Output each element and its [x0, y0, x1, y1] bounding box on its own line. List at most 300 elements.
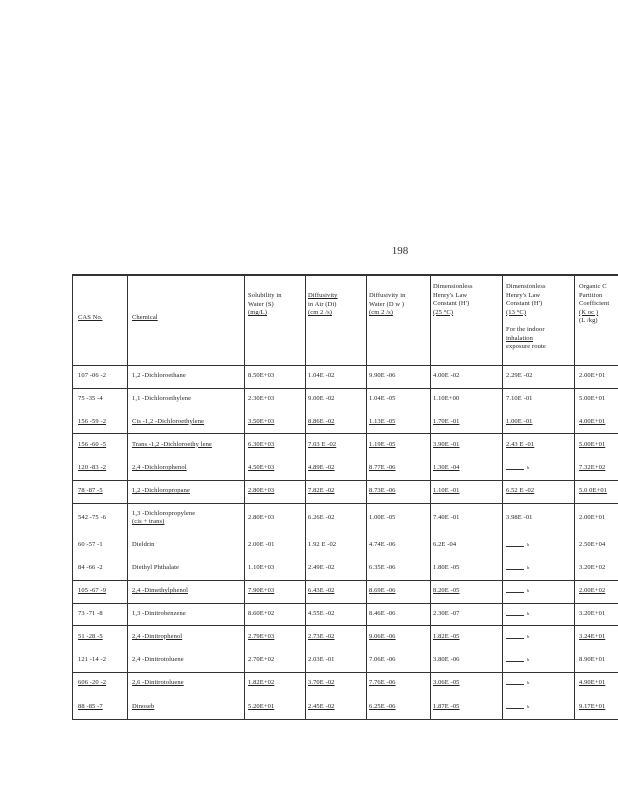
table-cell-h13: [506, 564, 529, 576]
cell-value: 8.69E -06: [369, 587, 396, 595]
cell-value: 3.80E -06: [433, 656, 460, 664]
table-row-rule: [72, 719, 618, 720]
header-koc-line: (L /kg): [579, 317, 598, 325]
dash-mark: [506, 708, 524, 709]
cell-value: 2.79E+03: [248, 632, 275, 640]
table-cell-h13: [506, 514, 533, 523]
table-row-rule: [72, 672, 618, 673]
cell-value: 1.04E -05: [369, 395, 396, 403]
table-column-rule: [574, 274, 575, 720]
table-cell-s: [248, 464, 274, 473]
footnote-mark: b: [527, 588, 530, 594]
dash-mark: [506, 546, 524, 547]
table-cell-dw: [369, 441, 396, 450]
header-henry-25c: [433, 283, 497, 317]
table-column-rule: [502, 274, 503, 720]
table-cell-cas: [78, 464, 106, 473]
cell-value: 4.90E+01: [579, 679, 606, 687]
header-chemical: Chemical: [132, 314, 158, 321]
table-cell-chem: [132, 372, 186, 381]
table-cell-chem: [132, 510, 195, 527]
table-cell-chem: [132, 487, 190, 496]
cell-value: 5.20E+01: [248, 702, 275, 710]
table-cell-dw: [369, 679, 396, 688]
chemical-name-line: Trans -1,2 -Dichloroethy lene: [132, 440, 212, 448]
table-header-rule: [72, 365, 618, 366]
table-cell-cas: [78, 487, 103, 496]
chemical-name-line: 2,4 -Dinitrophenol: [132, 632, 183, 640]
table-cell-dw: [369, 464, 396, 473]
table-cell-da: [308, 633, 335, 642]
chemical-name-line: Dinoseb: [132, 702, 155, 710]
header-koc-line: Coefficient: [579, 300, 610, 308]
table-cell-h13: [506, 441, 534, 450]
header-diffusivity-air-line: in Air (Di): [308, 300, 337, 308]
cell-value: 2.00E -01: [248, 541, 275, 549]
table-cell-da: [308, 587, 335, 596]
footnote-mark: b: [527, 465, 530, 471]
footnote-mark: b: [527, 542, 530, 548]
table-cell-s: [248, 514, 274, 523]
cell-value: 60 -57 -1: [78, 541, 103, 549]
cell-value: 3.98E -01: [506, 514, 533, 522]
table-cell-h25: [433, 372, 460, 381]
table-cell-h25: [433, 633, 460, 642]
table-cell-da: [308, 372, 335, 381]
cell-value: 1.19E -05: [369, 440, 396, 448]
table-cell-koc: [579, 541, 605, 550]
table-cell-h25: [433, 656, 460, 665]
cell-value: 2.00E+01: [579, 514, 606, 522]
table-cell-dw: [369, 418, 396, 427]
cell-value: 2.43 E -01: [506, 440, 535, 448]
cell-value: 542 -75 -6: [78, 514, 107, 522]
footnote-mark: b: [527, 610, 530, 616]
cell-value: 2.80E+03: [248, 487, 275, 495]
table-cell-da: [308, 487, 335, 496]
header-henry-13c-line: (13 °C): [506, 308, 527, 316]
header-diffusivity-air-line: Diffusivity: [308, 292, 338, 299]
table-cell-h25: [433, 418, 460, 427]
table-cell-dw: [369, 587, 396, 596]
cell-value: 4.00E -02: [433, 371, 460, 379]
cell-value: 8.73E -06: [369, 487, 396, 495]
table-cell-h13: [506, 395, 533, 404]
cell-value: 8.90E+01: [579, 656, 606, 664]
cell-value: 3.50E+03: [248, 417, 275, 425]
table-cell-da: [308, 564, 335, 573]
cell-value: 8.46E -06: [369, 609, 396, 617]
table-row-rule: [72, 625, 618, 626]
cell-value: 2.73E -02: [308, 632, 335, 640]
table-cell-dw: [369, 395, 396, 404]
table-cell-da: [308, 464, 335, 473]
header-henry-25c-line: (25 °C): [433, 308, 454, 316]
table-cell-h13: [506, 633, 529, 645]
dash-mark: [506, 592, 524, 593]
table-cell-cas: [78, 418, 106, 427]
cell-value: 121 -14 -2: [78, 656, 107, 664]
chemical-properties-table: [72, 274, 618, 720]
header-henry-25c-line: Dimensionless: [433, 283, 473, 290]
cell-value: 1.10E+03: [248, 564, 275, 572]
table-cell-chem: [132, 703, 154, 712]
cell-value: 5.00E+01: [579, 440, 606, 448]
cell-value: 2.49E -02: [308, 564, 335, 572]
table-cell-s: [248, 610, 274, 619]
table-cell-s: [248, 395, 274, 404]
cell-value: 88 -85 -7: [78, 702, 103, 710]
table-cell-h13: [506, 464, 529, 476]
cell-value: 7.40E -01: [433, 514, 460, 522]
header-koc-line: (K oc ): [579, 308, 599, 316]
header-henry-25c-line: Henry's Law: [433, 291, 468, 299]
table-cell-s: [248, 633, 274, 642]
cell-value: 9.06E -06: [369, 632, 396, 640]
cell-value: 4.50E+03: [248, 464, 275, 472]
cell-value: 6.52 E -02: [506, 487, 535, 495]
table-cell-h13: [506, 587, 529, 599]
table-column-rule: [305, 274, 306, 720]
table-cell-h25: [433, 464, 460, 473]
footnote-mark: b: [527, 703, 530, 709]
table-cell-h13: [506, 372, 533, 381]
table-column-rule: [72, 274, 73, 720]
cell-value: 1.10E -01: [433, 487, 460, 495]
cell-value: 107 -06 -2: [78, 371, 107, 379]
chemical-name-line: Diethyl Phthalate: [132, 564, 180, 572]
chemical-name-line: (cis + trans): [132, 518, 165, 526]
header-diffusivity-water-line: (cm 2 /s): [369, 309, 394, 317]
cell-value: 4.55E -02: [308, 609, 335, 617]
chemical-name-line: 1,2 -Dichloropropane: [132, 487, 190, 495]
cell-value: 3.70E -02: [308, 679, 335, 687]
chemical-name-line: 1,1 -Dichloroethylene: [132, 395, 192, 403]
cell-value: 75 -35 -4: [78, 395, 103, 403]
header-henry-13c: [506, 283, 566, 352]
table-cell-koc: [579, 610, 605, 619]
table-cell-h25: [433, 514, 460, 523]
table-cell-chem: [132, 633, 182, 642]
cell-value: 4.00E+01: [579, 417, 606, 425]
header-diffusivity-water-line: Diffusivity in: [369, 292, 406, 299]
table-cell-cas: [78, 541, 103, 550]
cell-value: 3.20E+01: [579, 609, 606, 617]
table-cell-s: [248, 679, 274, 688]
cell-value: 8.86E -02: [308, 417, 335, 425]
table-top-rule: [72, 274, 618, 276]
table-cell-h25: [433, 487, 460, 496]
table-cell-chem: [132, 656, 184, 665]
table-cell-koc: [579, 441, 605, 450]
chemical-name-line: 1,3 -Dichloropropylene: [132, 509, 196, 517]
cell-value: 2.00E+01: [579, 371, 606, 379]
table-cell-chem: [132, 587, 188, 596]
table-cell-koc: [579, 679, 605, 688]
table-cell-dw: [369, 487, 396, 496]
cell-value: 1.04E -02: [308, 371, 335, 379]
table-row-rule: [72, 388, 618, 389]
cell-value: 105 -67 -9: [78, 587, 107, 595]
cell-value: 3.20E+02: [579, 564, 606, 572]
table-cell-cas: [78, 633, 103, 642]
table-cell-s: [248, 703, 274, 712]
cell-value: 1.00E -05: [369, 514, 396, 522]
table-cell-dw: [369, 633, 396, 642]
footnote-mark: b: [527, 657, 530, 663]
cell-value: 2.30E+03: [248, 395, 275, 403]
header-diffusivity-water: [369, 292, 424, 318]
dash-mark: [506, 469, 524, 470]
table-cell-koc: [579, 395, 605, 404]
table-cell-koc: [579, 464, 605, 473]
header-diffusivity-air-line: (cm 2 /s): [308, 309, 333, 317]
table-cell-koc: [579, 372, 605, 381]
cell-value: 5.0 0E+01: [579, 487, 608, 495]
cell-value: 7.32E+02: [579, 464, 606, 472]
table-cell-h13: [506, 487, 534, 496]
table-cell-h25: [433, 395, 459, 404]
table-cell-koc: [579, 656, 605, 665]
table-cell-chem: [132, 464, 187, 473]
table-cell-cas: [78, 564, 103, 573]
table-cell-cas: [78, 441, 106, 450]
cell-value: 2.45E -02: [308, 702, 335, 710]
table-cell-cas: [78, 514, 106, 523]
table-row-rule: [72, 603, 618, 604]
cell-value: 7.90E+03: [248, 587, 275, 595]
table-cell-dw: [369, 656, 396, 665]
table-cell-h25: [433, 564, 460, 573]
table-row-rule: [72, 433, 618, 434]
cell-value: 1.87E -05: [433, 702, 460, 710]
table-cell-h13: [506, 610, 529, 622]
header-solubility-line: Solubility in: [248, 292, 282, 299]
cell-value: 2.29E -02: [506, 371, 533, 379]
table-cell-da: [308, 703, 335, 712]
header-diffusivity-air: [308, 292, 360, 318]
table-cell-dw: [369, 564, 396, 573]
cell-value: 4.74E -06: [369, 541, 396, 549]
table-row-rule: [72, 480, 618, 481]
cell-value: 8.77E -06: [369, 464, 396, 472]
cell-value: 84 -66 -2: [78, 564, 103, 572]
table-column-rule: [127, 274, 128, 720]
chemical-name-line: 2,4 -Dinitrotoluene: [132, 656, 184, 664]
table-cell-s: [248, 487, 274, 496]
cell-value: 73 -71 -8: [78, 609, 103, 617]
table-cell-chem: [132, 441, 212, 450]
header-cas: CAS No.: [78, 314, 103, 321]
header-koc: [579, 283, 618, 326]
chemical-name-line: 2,4 -Dimethylphenol: [132, 587, 189, 595]
table-cell-da: [308, 514, 335, 523]
table-cell-s: [248, 418, 274, 427]
footnote-mark: b: [527, 680, 530, 686]
chemical-name-line: 2,6 -Dinitrotoluene: [132, 679, 184, 687]
chemical-name-line: 1,2 -Dichloroethane: [132, 371, 186, 379]
dash-mark: [506, 615, 524, 616]
cell-value: 2.80E+03: [248, 514, 275, 522]
table-cell-h25: [433, 679, 460, 688]
cell-value: 8.20E -05: [433, 587, 460, 595]
table-cell-h13: [506, 541, 529, 553]
cell-value: 1.70E -01: [433, 417, 460, 425]
table-cell-cas: [78, 703, 103, 712]
dash-mark: [506, 684, 524, 685]
chemical-name-line: 2,4 -Dichlorophenol: [132, 464, 187, 472]
cell-value: 1.00E -01: [506, 417, 533, 425]
table-cell-s: [248, 541, 275, 550]
header-henry-13c-line: inhalation: [506, 334, 533, 342]
table-cell-koc: [579, 564, 605, 573]
table-column-rule: [430, 274, 431, 720]
cell-value: 3.90E -01: [433, 440, 460, 448]
table-cell-da: [308, 395, 335, 404]
cell-value: 7.10E -01: [506, 395, 533, 403]
cell-value: 2.03E -01: [308, 656, 335, 664]
cell-value: 120 -83 -2: [78, 464, 107, 472]
table-cell-h25: [433, 587, 460, 596]
table-cell-s: [248, 564, 274, 573]
table-cell-koc: [579, 487, 607, 496]
cell-value: 6.43E -02: [308, 587, 335, 595]
cell-value: 6.25E -06: [369, 702, 396, 710]
cell-value: 8.60E+02: [248, 609, 275, 617]
header-solubility: [248, 292, 298, 318]
table-cell-chem: [132, 564, 179, 573]
cell-value: 156 -59 -2: [78, 417, 107, 425]
cell-value: 51 -28 -5: [78, 632, 103, 640]
cell-value: 7.03 E -02: [308, 440, 337, 448]
table-row-rule: [72, 503, 618, 504]
table-cell-dw: [369, 514, 396, 523]
cell-value: 2.50E+04: [579, 541, 606, 549]
cell-value: 9.00E -02: [308, 395, 335, 403]
table-cell-cas: [78, 679, 106, 688]
table-row-rule: [72, 580, 618, 581]
table-cell-da: [308, 541, 336, 550]
table-cell-da: [308, 679, 335, 688]
table-cell-koc: [579, 418, 605, 427]
chemical-name-line: Cis -1,2 -Dichloroethylene: [132, 417, 205, 425]
table-cell-chem: [132, 679, 184, 688]
table-column-rule: [244, 274, 245, 720]
dash-mark: [506, 638, 524, 639]
cell-value: 8.50E+03: [248, 371, 275, 379]
cell-value: 9.17E+01: [579, 702, 606, 710]
header-koc-line: Organic C: [579, 283, 607, 290]
table-cell-koc: [579, 587, 605, 596]
table-cell-dw: [369, 703, 396, 712]
cell-value: 1.82E -05: [433, 632, 460, 640]
table-column-rule: [366, 274, 367, 720]
cell-value: 6.30E+03: [248, 440, 275, 448]
cell-value: 2.70E+02: [248, 656, 275, 664]
table-cell-s: [248, 587, 274, 596]
cell-value: 6.26E -02: [308, 514, 335, 522]
table-cell-koc: [579, 514, 605, 523]
cell-value: 6.35E -06: [369, 564, 396, 572]
table-cell-cas: [78, 610, 103, 619]
cell-value: 156 -60 -5: [78, 440, 107, 448]
table-cell-cas: [78, 656, 106, 665]
cell-value: 1.10E+00: [433, 395, 460, 403]
cell-value: 7.06E -06: [369, 656, 396, 664]
table-cell-da: [308, 418, 335, 427]
cell-value: 5.00E+01: [579, 395, 606, 403]
cell-value: 7.82E -02: [308, 487, 335, 495]
cell-value: 606 -20 -2: [78, 679, 107, 687]
footnote-mark: b: [527, 565, 530, 571]
table-cell-h13: [506, 679, 529, 691]
footnote-mark: b: [527, 633, 530, 639]
table-cell-dw: [369, 610, 396, 619]
table-cell-da: [308, 656, 335, 665]
header-henry-13c-line: Dimensionless: [506, 283, 546, 290]
dash-mark: [506, 569, 524, 570]
table-cell-cas: [78, 372, 106, 381]
table-cell-chem: [132, 541, 154, 550]
table-cell-dw: [369, 541, 396, 550]
header-solubility-line: (mg/L): [248, 309, 268, 317]
table-cell-h13: [506, 703, 529, 715]
table-cell-h25: [433, 703, 460, 712]
table-cell-h25: [433, 441, 460, 450]
cell-value: 4.89E -02: [308, 464, 335, 472]
cell-value: 1.80E -05: [433, 564, 460, 572]
page-number: 198: [391, 245, 409, 257]
cell-value: 9.90E -06: [369, 371, 396, 379]
table-cell-dw: [369, 372, 396, 381]
cell-value: 1.13E -05: [369, 417, 396, 425]
table-cell-cas: [78, 395, 103, 404]
cell-value: 3.24E+01: [579, 632, 606, 640]
header-henry-13c-line: Constant (H'): [506, 300, 543, 308]
table-cell-chem: [132, 395, 191, 404]
table-cell-chem: [132, 418, 204, 427]
table-cell-da: [308, 610, 335, 619]
table-cell-s: [248, 656, 274, 665]
cell-value: 6.2E -04: [433, 541, 457, 549]
cell-value: 1.30E -04: [433, 464, 460, 472]
table-cell-h25: [433, 541, 456, 550]
table-cell-koc: [579, 703, 605, 712]
cell-value: 78 -87 -5: [78, 487, 103, 495]
header-henry-13c-line: Henry's Law: [506, 291, 541, 299]
header-koc-line: Partition: [579, 291, 603, 299]
header-henry-13c-line: exposure route: [506, 343, 546, 351]
header-henry-25c-line: Constant (H'): [433, 300, 470, 308]
table-cell-cas: [78, 587, 106, 596]
table-cell-s: [248, 372, 274, 381]
table-cell-h13: [506, 656, 529, 668]
cell-value: 1.92 E -02: [308, 541, 337, 549]
cell-value: 1.82E+02: [248, 679, 275, 687]
cell-value: 2.00E+02: [579, 587, 606, 595]
header-solubility-line: Water (S): [248, 300, 274, 308]
header-henry-13c-line: [506, 317, 566, 326]
chemical-name-line: Dieldrin: [132, 541, 155, 549]
cell-value: 3.06E -05: [433, 679, 460, 687]
table-cell-h25: [433, 610, 460, 619]
table-cell-s: [248, 441, 274, 450]
table-cell-da: [308, 441, 336, 450]
header-diffusivity-water-line: Water (D w ): [369, 300, 405, 308]
chemical-name-line: 1,3 -Dinitrobenzene: [132, 609, 186, 617]
table-cell-chem: [132, 610, 186, 619]
cell-value: 2.30E -07: [433, 609, 460, 617]
